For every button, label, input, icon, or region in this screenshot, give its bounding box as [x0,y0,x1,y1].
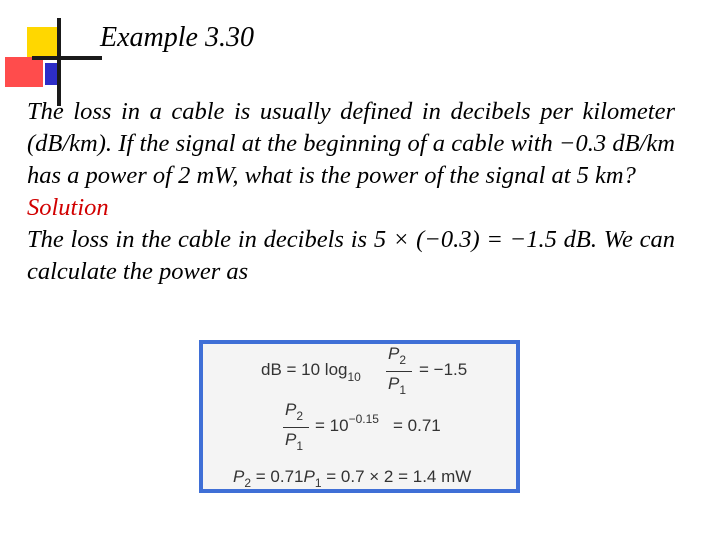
formula-2-denominator: $P_1$ [285,430,304,453]
solution-label: Solution [27,194,109,221]
formula-1-fraction-bar [386,371,412,372]
logo-red-square [5,57,43,87]
slide-title: Example 3.30 [100,22,254,53]
slide-logo [0,0,100,100]
logo-vertical-line [57,18,61,106]
formula-box [199,340,520,493]
solution-paragraph: The loss in the cable in decibels is 5 × (−0.3) = −1.5 dB. We can calculate the power as [27,226,675,285]
formula-2-numerator: $P_2$ [285,400,304,423]
formula-1-rhs: = −1.5 [419,360,468,379]
logo-yellow-square [27,27,57,57]
formula-2-rhs: = 0.71 [393,416,441,435]
problem-paragraph: The loss in a cable is usually defined in decibels per kilometer (dB/km). If the signal at the beginning of a cable with −0.3 dB/km has a power of 2 mW, what is the power of the signal at 5 km? [27,98,675,189]
formula-3: $P_2 = 0.71P_1 = 0.7 \times 2 = 1.4$ mW [233,467,472,490]
formula-1-lhs: dB = 10 $\log_{10}$ [261,360,361,384]
logo-horizontal-line [32,56,102,60]
slide-body [27,96,675,288]
formula-1-numerator: $P_2$ [388,344,407,367]
formula-2-power: = $10^{-0.15}$ [315,412,379,435]
formula-2-fraction-bar [283,427,309,428]
formula-1-denominator: $P_1$ [388,374,407,397]
